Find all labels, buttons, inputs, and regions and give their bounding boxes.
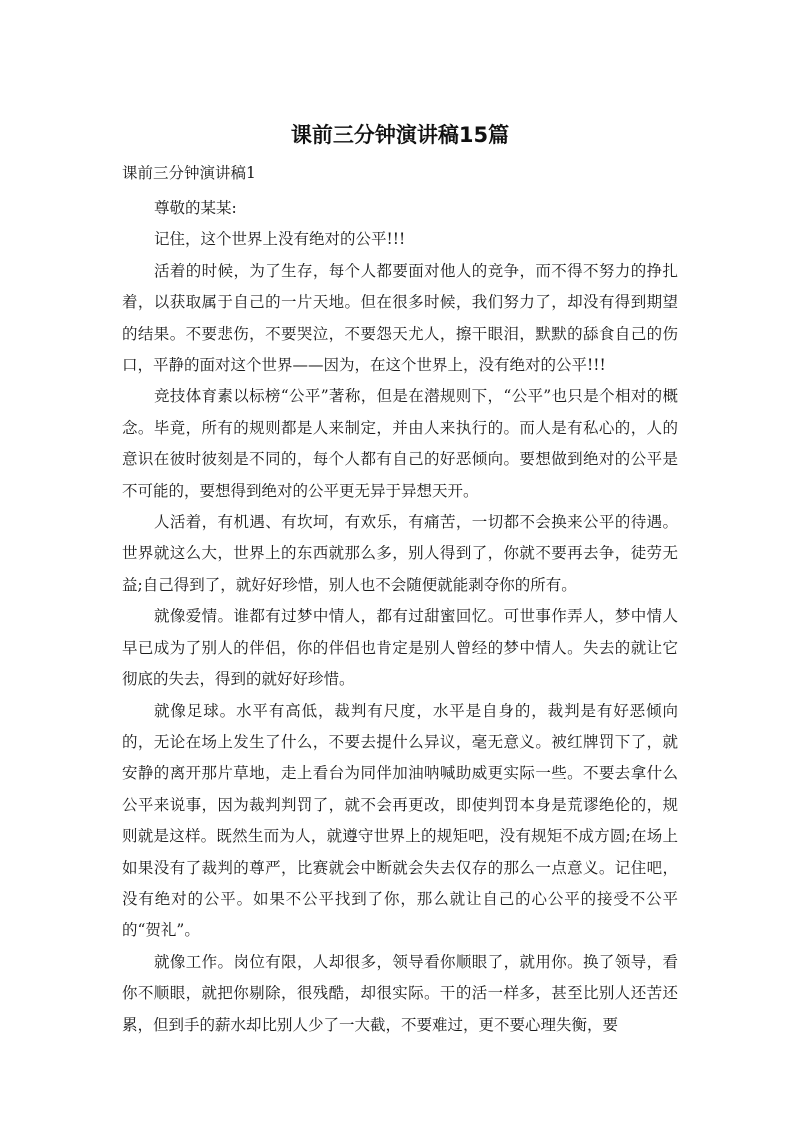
- body-paragraph: 竞技体育素以标榜“公平”著称，但是在潜规则下，“公平”也只是个相对的概念。毕竟，所有的规则都是人来制定，并由人来执行的。而人是有私心的，人的意识在彼时彼刻是不同的，每个人都有自己的好恶倾向。要想做到绝对的公平是不可能的，要想得到绝对的公平更无异于异想天开。: [122, 387, 678, 500]
- body-paragraph: 人活着，有机遇、有坎坷，有欢乐，有痛苦，一切都不会换来公平的待遇。世界就这么大，世界上的东西就那么多，别人得到了，你就不要再去争，徒劳无益;自己得到了，就好好珍惜，别人也不会随便就能剥夺你的所有。: [122, 513, 678, 594]
- body-paragraph: 记住，这个世界上没有绝对的公平!!!: [154, 230, 406, 249]
- body-paragraph: 就像足球。水平有高低，裁判有尺度，水平是自身的，裁判是有好恶倾向的，无论在场上发生了什么，不要去提什么异议，毫无意义。被红牌罚下了，就安静的离开那片草地，走上看台为同伴加油呐喊助威更实际一些。不要去拿什么公平来说事，因为裁判判罚了，就不会再更改，即使判罚本身是荒谬绝伦的，规则就是这样。既然生而为人，就遵守世界上的规矩吧，没有规矩不成方圆;在场上如果没有了裁判的尊严，比赛就会中断就会失去仅存的那么一点意义。记住吧，没有绝对的公平。如果不公平找到了你，那么就让自己的心公平的接受不公平的“贺礼”。: [122, 701, 678, 940]
- body-paragraph: 就像爱情。谁都有过梦中情人，都有过甜蜜回忆。可世事作弄人，梦中情人早已成为了别人的伴侣，你的伴侣也肯定是别人曾经的梦中情人。失去的就让它彻底的失去，得到的就好好珍惜。: [122, 607, 678, 689]
- salutation-paragraph: 尊敬的某某:: [154, 199, 237, 217]
- section-heading: 课前三分钟演讲稿1: [122, 164, 256, 182]
- document-title: 课前三分钟演讲稿15篇: [290, 123, 510, 147]
- body-paragraph: 就像工作。岗位有限，人却很多，领导看你顺眼了，就用你。换了领导，看你不顺眼，就把你剔除，很残酷，却很实际。干的活一样多，甚至比别人还苦还累，但到手的薪水却比别人少了一大截，不要难过，更不要心理失衡，要: [122, 952, 678, 1034]
- body-paragraph: 活着的时候，为了生存，每个人都要面对他人的竞争，而不得不努力的挣扎着，以获取属于自己的一片天地。但在很多时候，我们努力了，却没有得到期望的结果。不要悲伤，不要哭泣，不要怨天尤人，擦干眼泪，默默的舔食自己的伤口，平静的面对这个世界——因为，在这个世界上，没有绝对的公平!!!: [122, 261, 678, 375]
- document-body: [122, 193, 678, 1041]
